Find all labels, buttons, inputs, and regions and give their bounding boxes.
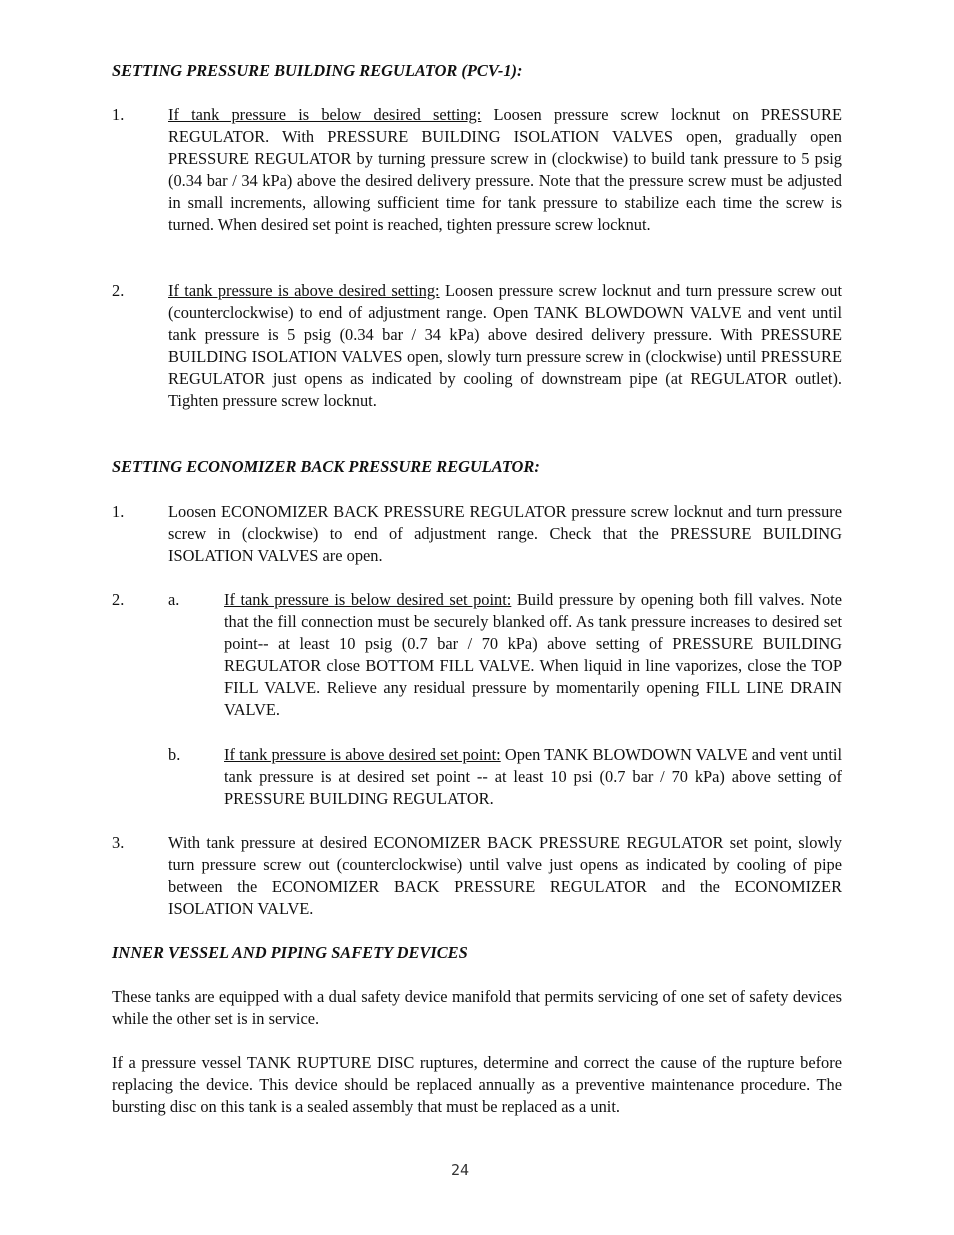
item-body: Loosen pressure screw locknut and turn pressure screw out (counterclockwise) to end of adjustment range. Open TANK BLOWDOWN VALVE and vent until tank pressure is 5 psig (0.34 bar / 34 kPa) above desired delivery pressure. With PRESSURE BUILDING ISOLATION VALVES open, slowly turn pressure screw in (clockwise) until PRESSURE REGULATOR just opens as indicated by cooling of downstream pipe (at REGULATOR outlet). Tighten pressure screw locknut. — [168, 281, 843, 410]
list-item-1 — [112, 501, 842, 567]
item-number: 2. — [112, 590, 125, 609]
list-item-1 — [112, 104, 842, 236]
section-heading-economizer-back-pressure-regulator: SETTING ECONOMIZER BACK PRESSURE REGULATOR: — [112, 457, 540, 476]
item-text — [168, 280, 842, 412]
sub-item-text — [224, 589, 842, 721]
item-text — [168, 104, 842, 236]
item-number: 1. — [112, 502, 125, 521]
sub-item-a — [168, 589, 842, 721]
sub-item-lead: If tank pressure is below desired set point: — [224, 590, 512, 609]
section-heading-safety-devices: INNER VESSEL AND PIPING SAFETY DEVICES — [112, 943, 468, 962]
item-number: 3. — [112, 833, 125, 852]
sub-item-letter: b. — [168, 745, 181, 764]
paragraph-rupture-disc: If a pressure vessel TANK RUPTURE DISC ruptures, determine and correct the cause of the rupture before replacing the device. This device should be replaced annually as a preventive maintenance procedure. The bursting disc on this tank is a sealed assembly that must be replaced as a unit. — [112, 1053, 842, 1116]
item-lead: If tank pressure is below desired setting: — [168, 105, 482, 124]
list-item-3 — [112, 832, 842, 920]
item-number: 2. — [112, 281, 125, 300]
sub-item-text — [224, 744, 842, 810]
sub-item-body: Build pressure by opening both fill valves. Note that the fill connection must be securely blanked off. As tank pressure increases to desired set point-- at least 10 psig (0.7 bar / 70 kPa) above setting of PRESSURE BUILDING REGULATOR close BOTTOM FILL VALVE. When liquid in line vaporizes, close the TOP FILL VALVE. Relieve any residual pressure by momentarily opening FILL LINE DRAIN VALVE. — [224, 590, 842, 719]
sub-item-lead: If tank pressure is above desired set point: — [224, 745, 501, 764]
sub-item-body: Open TANK BLOWDOWN VALVE and vent until tank pressure is at desired set point -- at least 10 psi (0.7 bar / 70 kPa) above setting of PRESSURE BUILDING REGULATOR. — [224, 745, 842, 808]
list-item-2 — [112, 280, 842, 412]
paragraph-dual-safety-manifold: These tanks are equipped with a dual safety device manifold that permits servicing of one set of safety devices while the other set is in service. — [112, 987, 842, 1028]
section-heading-pressure-building-regulator: SETTING PRESSURE BUILDING REGULATOR (PCV-1): — [112, 61, 523, 80]
item-lead: If tank pressure is above desired setting: — [168, 281, 440, 300]
item-body: Loosen pressure screw locknut on PRESSURE REGULATOR. With PRESSURE BUILDING ISOLATION VALVES open, gradually open PRESSURE REGULATOR by turning pressure screw in (clockwise) to build tank pressure to 5 psig (0.34 bar / 34 kPa) above the desired delivery pressure. Note that the pressure screw must be adjusted in small increments, allowing sufficient time for tank pressure to stabilize each time the screw is turned. When desired set point is reached, tighten pressure screw locknut. — [168, 105, 842, 234]
sub-item-letter: a. — [168, 590, 180, 609]
sub-item-b — [168, 744, 842, 810]
item-text: Loosen ECONOMIZER BACK PRESSURE REGULATOR pressure screw locknut and turn pressure screw in (clockwise) to end of adjustment range. Check that the PRESSURE BUILDING ISOLATION VALVES are open. — [168, 502, 842, 565]
item-number: 1. — [112, 105, 125, 124]
item-text: With tank pressure at desired ECONOMIZER BACK PRESSURE REGULATOR set point, slowly turn pressure screw out (counterclockwise) until valve just opens as indicated by cooling of pipe between the ECONOMIZER BACK PRESSURE REGULATOR and the ECONOMIZER ISOLATION VALVE. — [168, 833, 842, 918]
page-number: 24 — [450, 1161, 470, 1179]
